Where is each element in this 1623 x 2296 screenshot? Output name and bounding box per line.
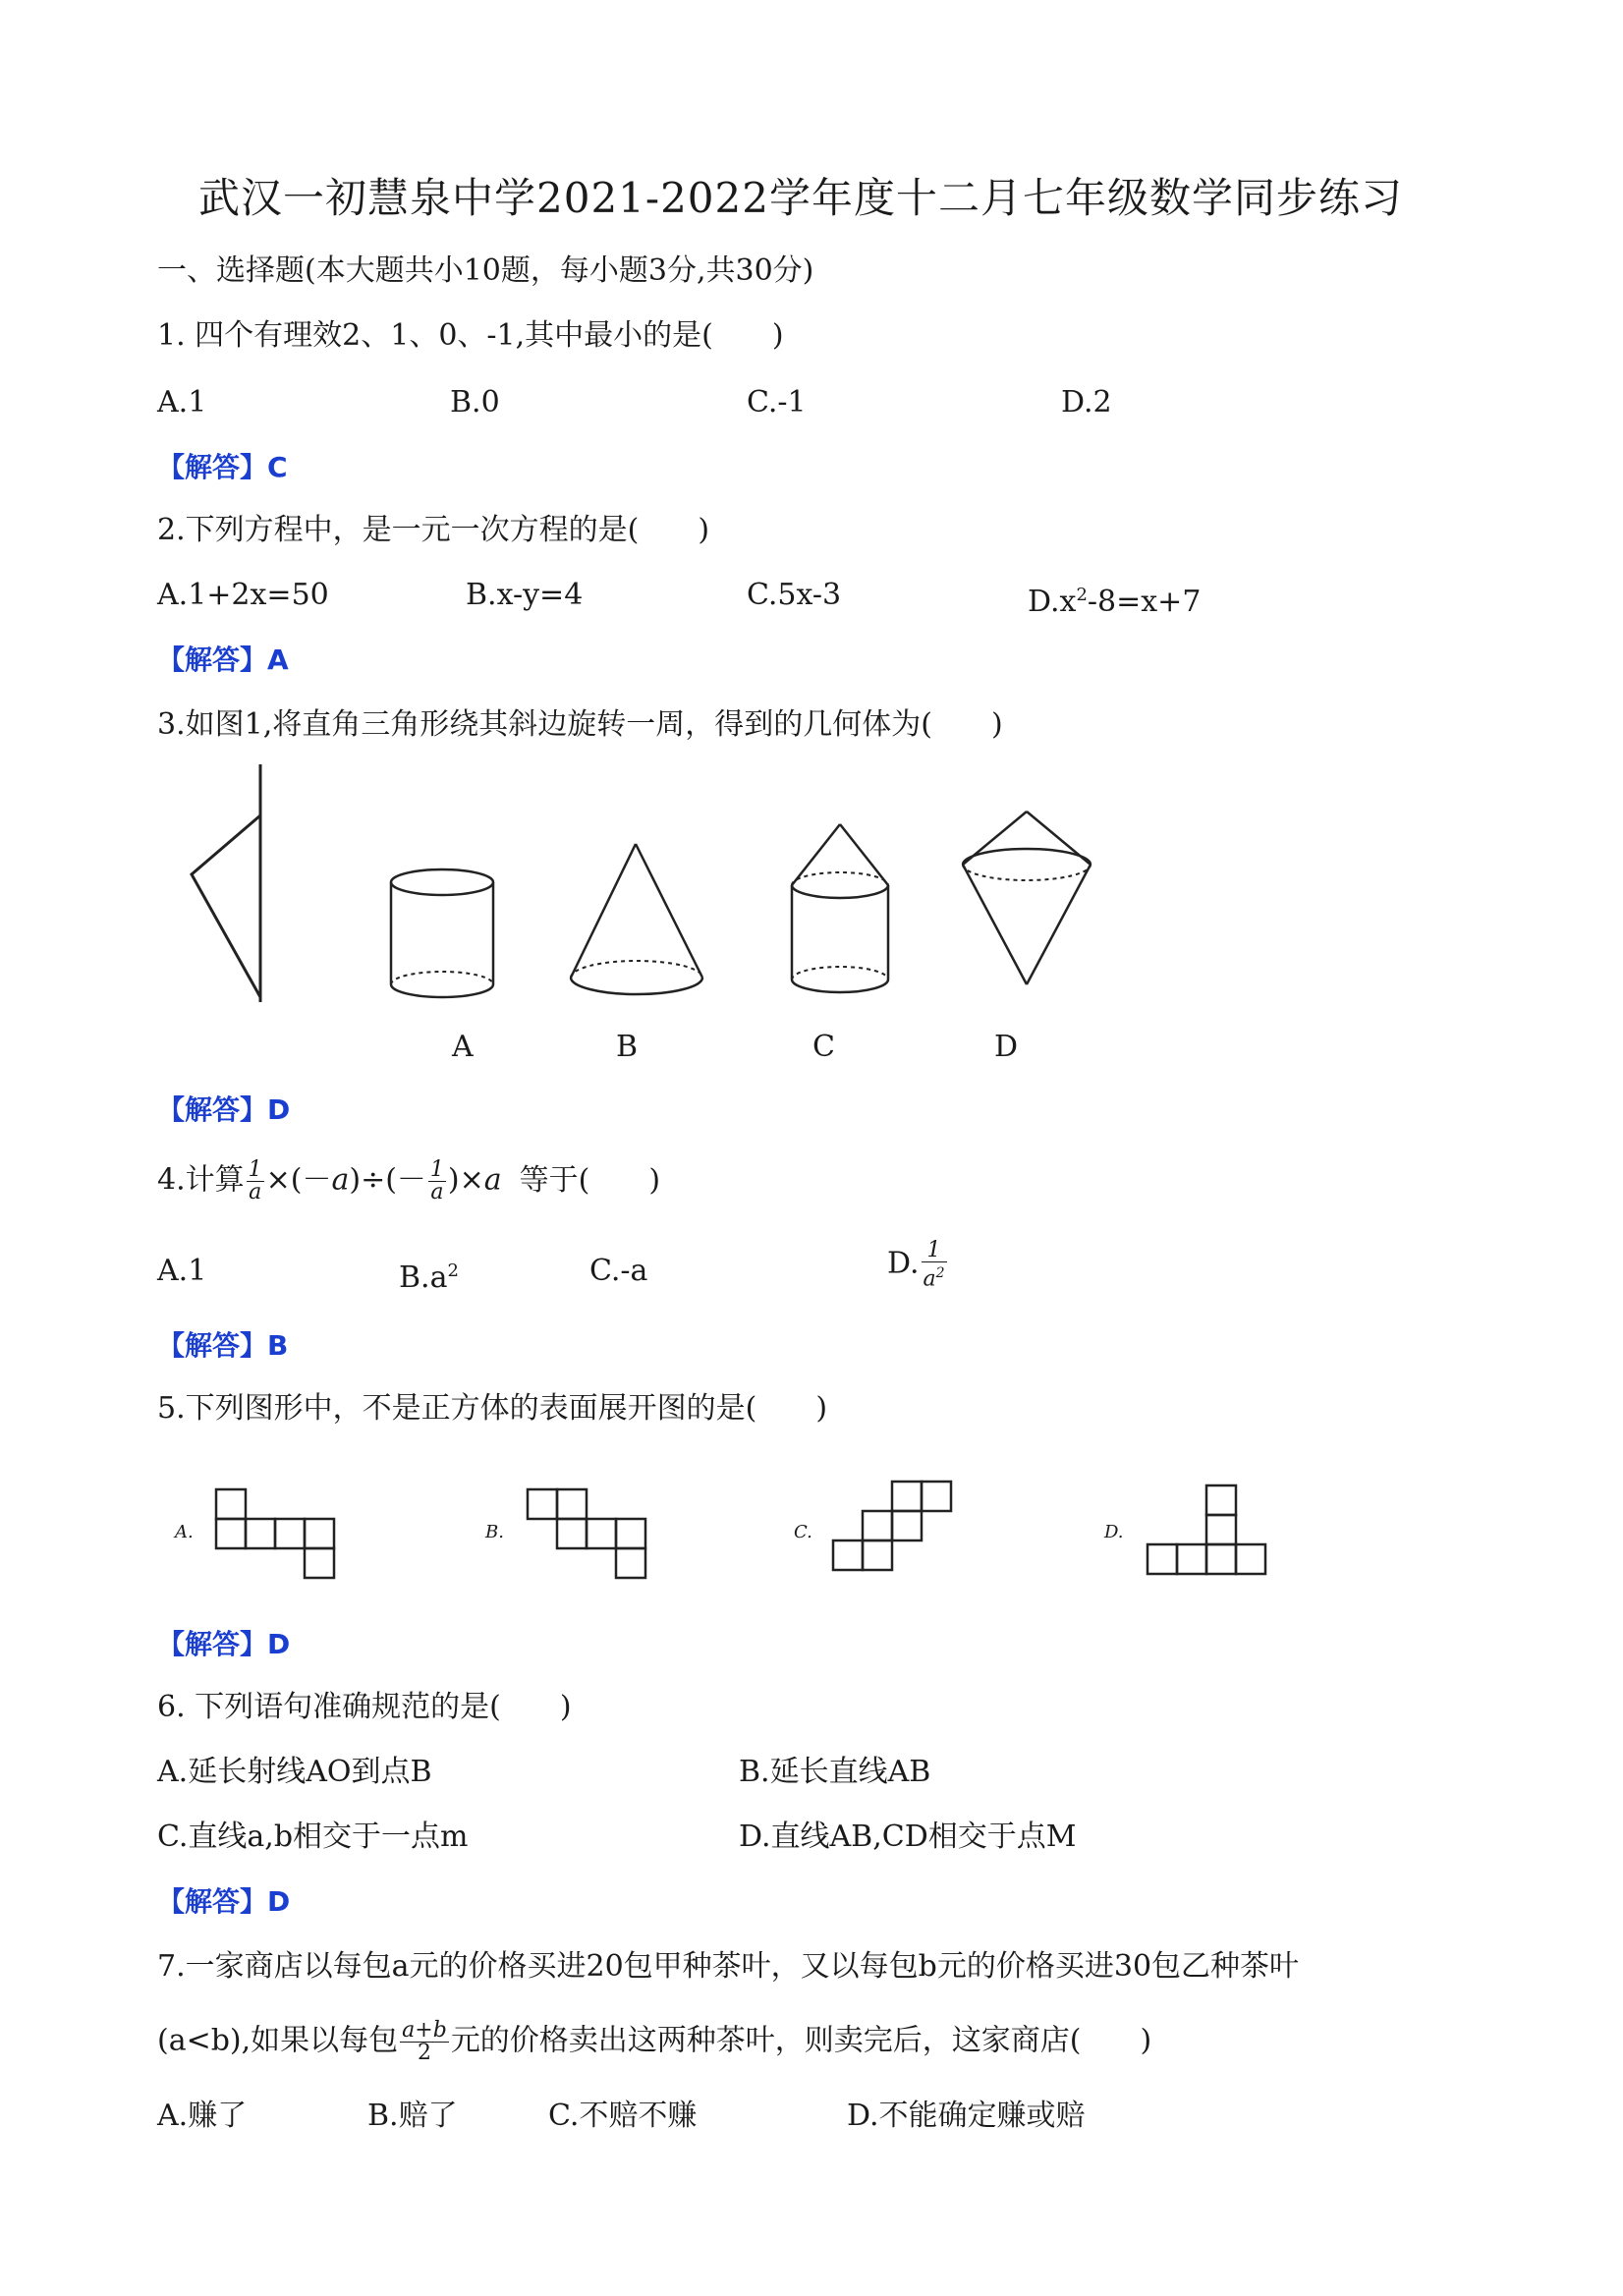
q1-option-d: D.2 [1061, 385, 1112, 420]
q4-option-d: D. $\frac{1}{a^2}$ [887, 1238, 945, 1292]
q5-net-d [1146, 1484, 1273, 1582]
q4-stem: 4.计算 $\frac{1}{a}$ ×(－a)÷(－ $\frac{1}{a}$ )×a 等于( ) [157, 1157, 661, 1204]
q3-figure-cone [565, 840, 712, 1007]
q6-stem: 6. 下列语句准确规范的是( ) [157, 1690, 572, 1724]
q7-option-c: C.不赔不赚 [548, 2099, 698, 2133]
q2-option-b: B.x-y=4 [466, 578, 584, 612]
q3-label-d: D [994, 1030, 1019, 1064]
q4-option-a: A.1 [157, 1254, 207, 1288]
fraction: $\frac{1}{a}$ [248, 1157, 262, 1204]
fraction: $\frac{1}{a}$ [429, 1157, 444, 1204]
q5-label-d: D. [1104, 1522, 1124, 1542]
q2-stem: 2.下列方程中，是一元一次方程的是( ) [157, 513, 710, 547]
q5-label-b: B. [485, 1522, 504, 1542]
q1-option-a: A.1 [157, 385, 207, 420]
q4-option-b: $B.a^2$ [399, 1260, 459, 1295]
q6-option-b: B.延长直线AB [739, 1755, 931, 1789]
q5-net-b [526, 1487, 653, 1586]
q2-option-c: C.5x-3 [747, 578, 842, 612]
q6-option-c: C.直线a,b相交于一点m [157, 1820, 469, 1854]
q5-answer: 【解答】D [157, 1628, 291, 1660]
q3-label-c: C [812, 1030, 835, 1064]
q5-net-a [214, 1487, 342, 1586]
section-heading: 一、选择题(本大题共小10题，每小题3分,共30分) [157, 253, 814, 288]
q7-option-a: A.赚了 [157, 2099, 248, 2133]
q3-answer: 【解答】D [157, 1093, 291, 1126]
q4-option-c: C.-a [589, 1254, 648, 1288]
page-title: 武汉一初慧泉中学2021-2022学年度十二月七年级数学同步练习 [198, 174, 1403, 222]
q3-figure-double-cone [953, 808, 1100, 994]
q6-answer: 【解答】D [157, 1885, 291, 1918]
q3-figure-triangle [182, 761, 270, 1007]
q3-figure-cylinder [383, 865, 501, 1002]
q5-net-c [831, 1480, 969, 1588]
q3-stem: 3.如图1,将直角三角形绕其斜边旋转一周，得到的几何体为( ) [157, 707, 1003, 742]
q4-answer: 【解答】B [157, 1329, 289, 1362]
q3-label-a: A [452, 1030, 474, 1064]
q1-answer: 【解答】C [157, 451, 288, 483]
q1-stem: 1. 四个有理效2、1、0、-1,其中最小的是( ) [157, 318, 784, 353]
fraction: $\frac{a+b}{2}$ [402, 2018, 447, 2065]
q7-option-d: D.不能确定赚或赔 [847, 2099, 1086, 2133]
q7-option-b: B.赔了 [367, 2099, 458, 2133]
q3-figure-cone-cylinder [786, 820, 894, 1007]
q3-label-b: B [616, 1030, 639, 1064]
q5-label-a: A. [175, 1522, 194, 1542]
q5-label-c: C. [794, 1522, 812, 1542]
q2-option-a: A.1+2x=50 [157, 578, 329, 612]
q7-line2: (a<b),如果以每包 $\frac{a+b}{2}$ 元的价格卖出这两种茶叶，则卖完后，这家商店( ) [157, 2018, 1152, 2065]
q5-stem: 5.下列图形中，不是正方体的表面展开图的是( ) [157, 1391, 828, 1426]
q6-option-d: D.直线AB,CD相交于点M [739, 1820, 1077, 1854]
q2-option-d: $D.x^2-8=x+7$ [1028, 585, 1202, 619]
q2-answer: 【解答】A [157, 644, 289, 676]
q1-option-c: C.-1 [747, 385, 807, 420]
q6-option-a: A.延长射线AO到点B [157, 1755, 432, 1789]
q7-line1: 7.一家商店以每包a元的价格买进20包甲种茶叶，又以每包b元的价格买进30包乙种茶叶 [157, 1949, 1300, 1984]
q1-option-b: B.0 [450, 385, 500, 420]
fraction: $\frac{1}{a^2}$ [923, 1238, 945, 1292]
